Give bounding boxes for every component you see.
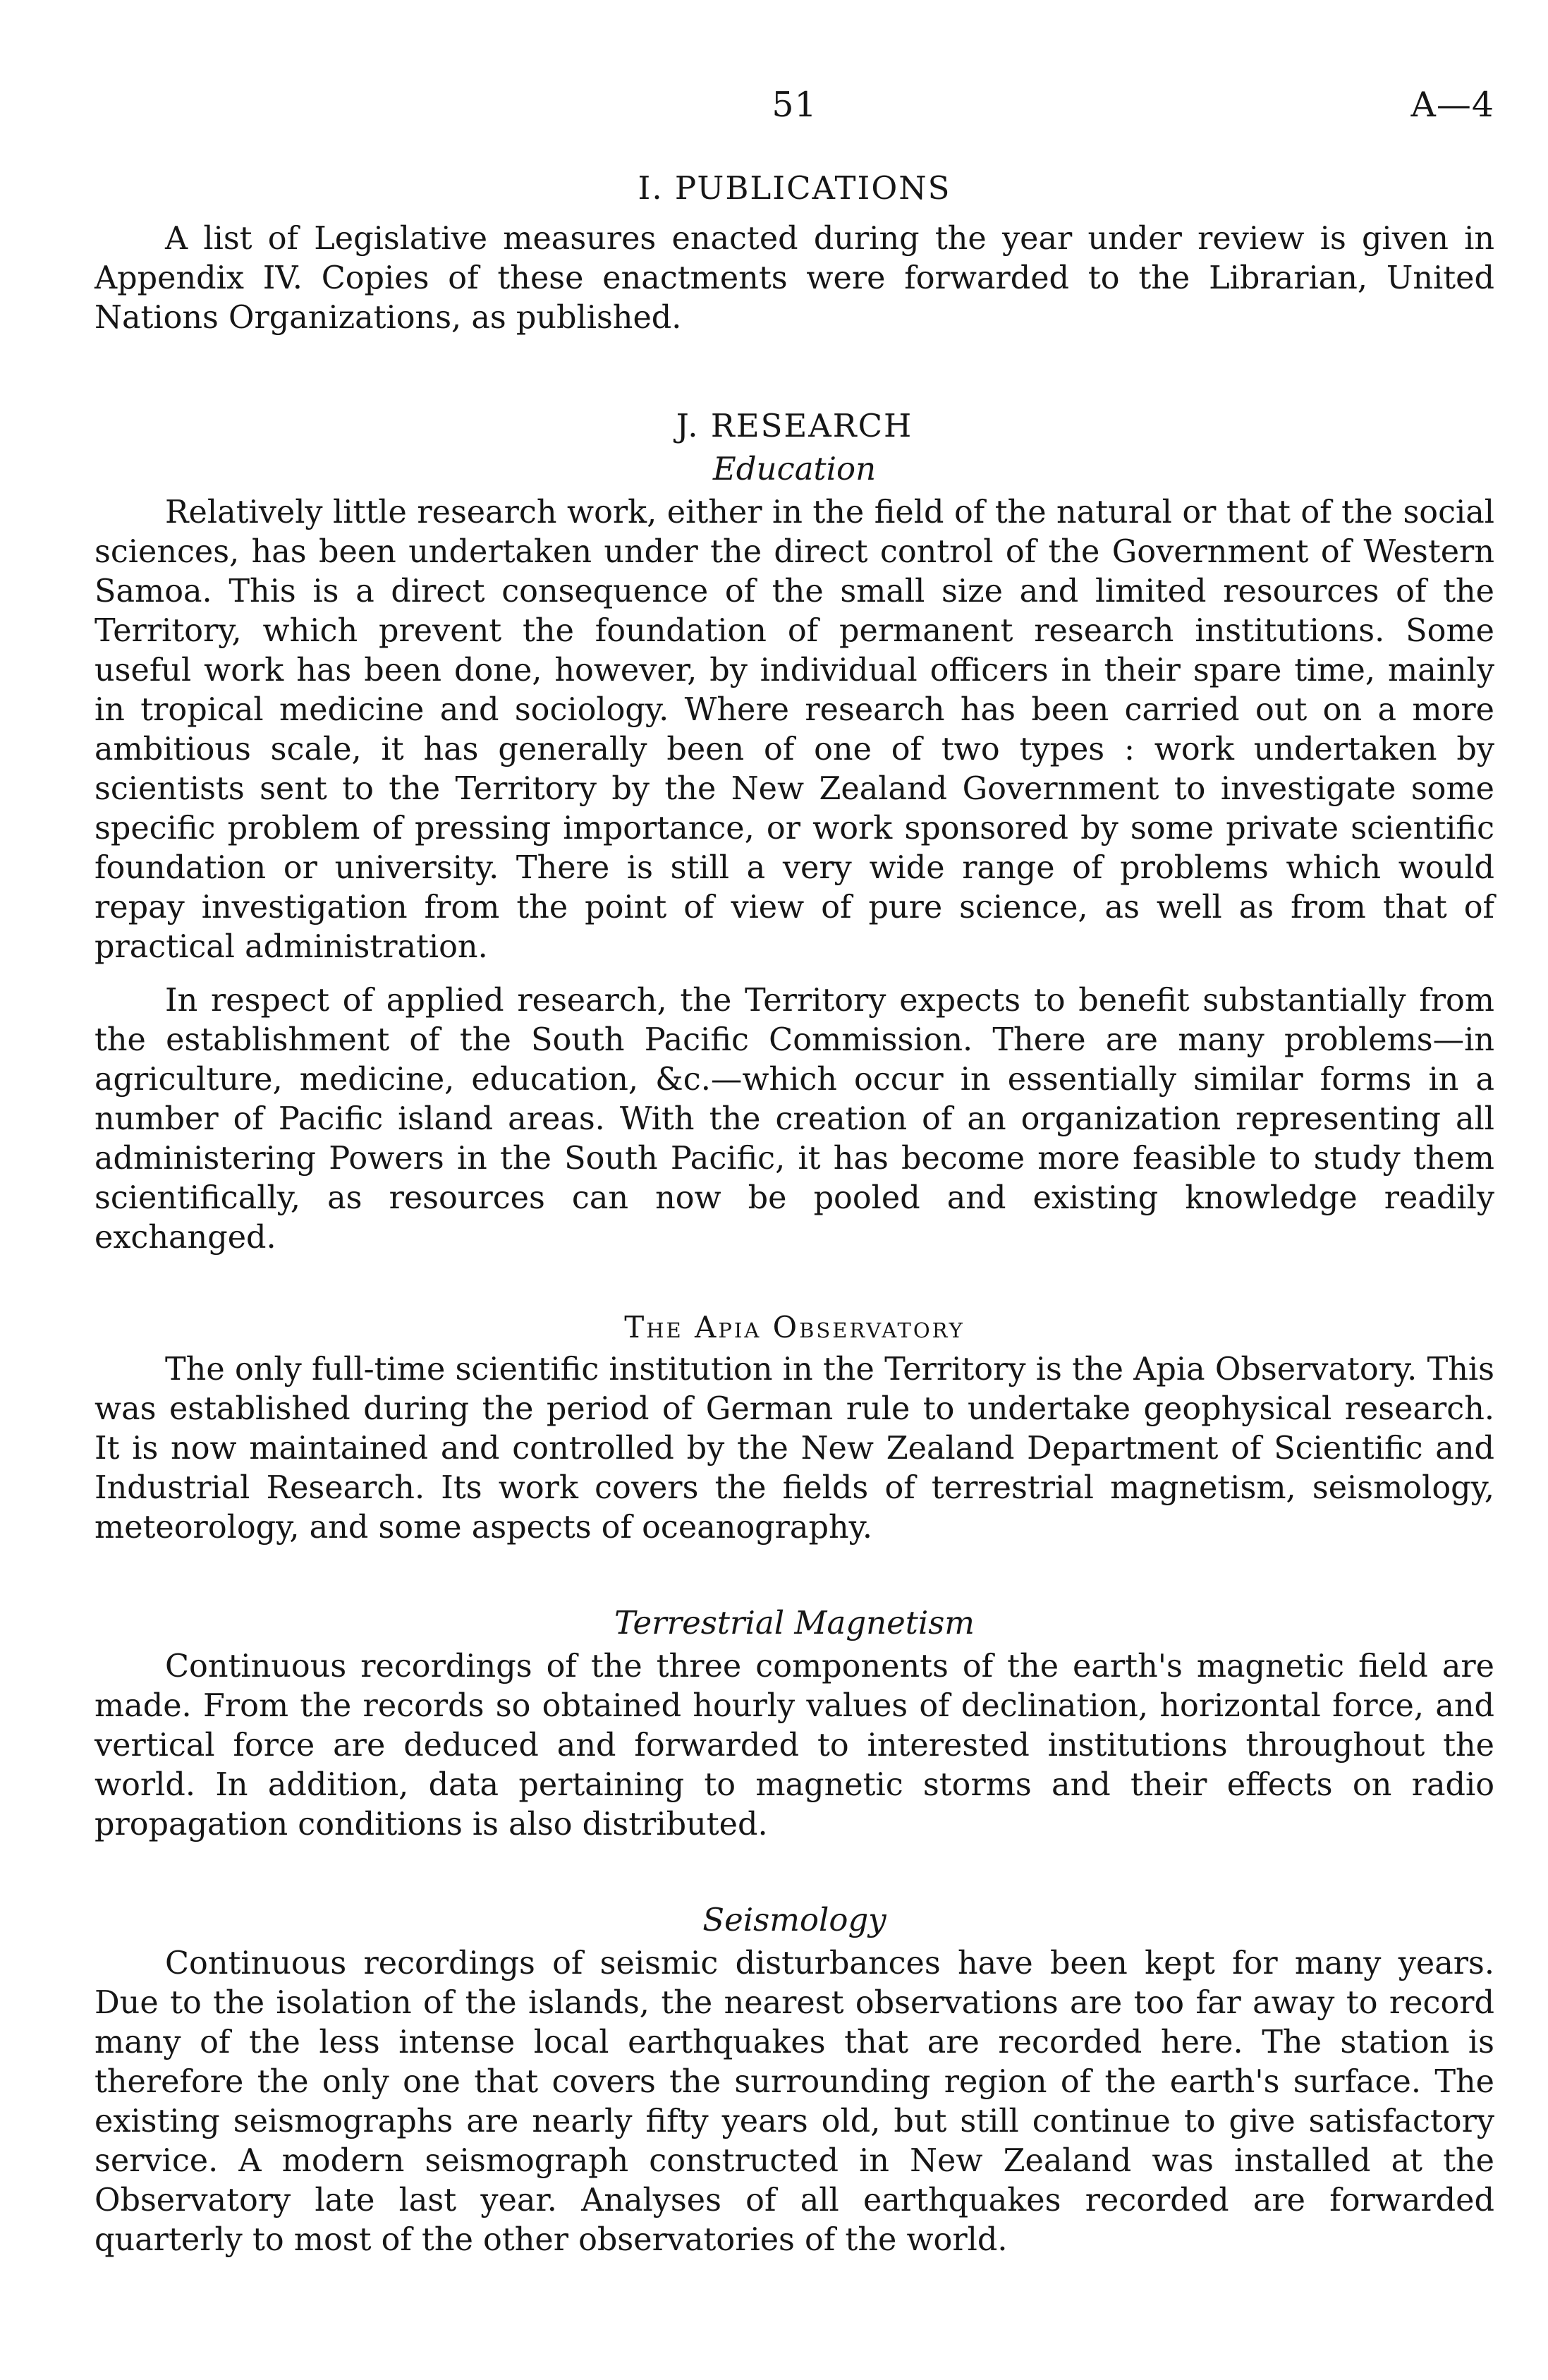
research-heading: J. RESEARCH xyxy=(676,407,913,444)
magnetism-paragraph: Continuous recordings of the three components of the earth's magnetic field are made. From the records so obtained hourly values of declination, horizontal force, and vertical force are deduced and forwarded to interested institutions throughout the world. In addition, data pertaining to magnetic storms and their effects on radio propagation conditions is also distributed. xyxy=(95,1649,1494,1842)
observatory-heading: The Apia Observatory xyxy=(624,1310,965,1344)
section-publications xyxy=(95,169,1494,338)
education-paragraph-2: In respect of applied research, the Territory expects to benefit substantially from the establishment of the South Pacific Commission. There are many problems—in agriculture, medicine, education, &c.—which occur in essentially similar forms in a number of Pacific island areas. With the creation of an organization representing all administering Powers in the South Pacific, it has become more feasible to study them scientifically, as resources can now be pooled and existing knowledge readily exchanged. xyxy=(95,983,1494,1256)
section-research xyxy=(95,407,1494,2260)
document-page xyxy=(95,85,1494,2260)
seismology-paragraph: Continuous recordings of seismic disturbances have been kept for many years. Due to the isolation of the islands, the nearest observations are too far away to record many of the less intense local earthquakes that are recorded here. The station is therefore the only one that covers the surrounding region of the earth's surface. The existing seismographs are nearly fifty years old, but still continue to give satisfactory service. A modern seismograph constructed in New Zealand was installed at the Observatory late last year. Analyses of all earthquakes recorded are forwarded quarterly to most of the other observatories of the world. xyxy=(95,1945,1494,2258)
publications-heading: I. PUBLICATIONS xyxy=(638,169,951,207)
report-code: A—4 xyxy=(1410,85,1494,125)
publications-paragraph: A list of Legislative measures enacted during the year under review is given in Appendix IV. Copies of these enactments were forwarded to the Librarian, United Nations Organizations, as published. xyxy=(95,221,1494,336)
education-heading: Education xyxy=(712,450,877,487)
magnetism-heading: Terrestrial Magnetism xyxy=(614,1604,975,1641)
page-number: 51 xyxy=(772,85,817,125)
observatory-paragraph: The only full-time scientific institution in the Territory is the Apia Observatory. This was established during the period of German rule to undertake geophysical research. It is now maintained and controlled by the New Zealand Department of Scientific and Industrial Research. Its work covers the fields of terrestrial magnetism, seismology, meteorology, and some aspects of oceanography. xyxy=(95,1352,1494,1546)
page-header xyxy=(95,85,1494,155)
seismology-heading: Seismology xyxy=(702,1901,886,1938)
education-paragraph-1: Relatively little research work, either in the field of the natural or that of the social sciences, has been undertaken under the direct control of the Government of Western Samoa. This is a direct consequence of the small size and limited resources of the Territory, which prevent the foundation of permanent research institutions. Some useful work has been done, however, by individual officers in their spare time, mainly in tropical medicine and sociology. Where research has been carried out on a more ambitious scale, it has generally been of one of two types : work undertaken by scientists sent to the Territory by the New Zealand Government to investigate some specific problem of pressing importance, or work sponsored by some private scientific foundation or university. There is still a very wide range of problems which would repay investigation from the point of view of pure science, as well as from that of practical administration. xyxy=(95,494,1494,965)
